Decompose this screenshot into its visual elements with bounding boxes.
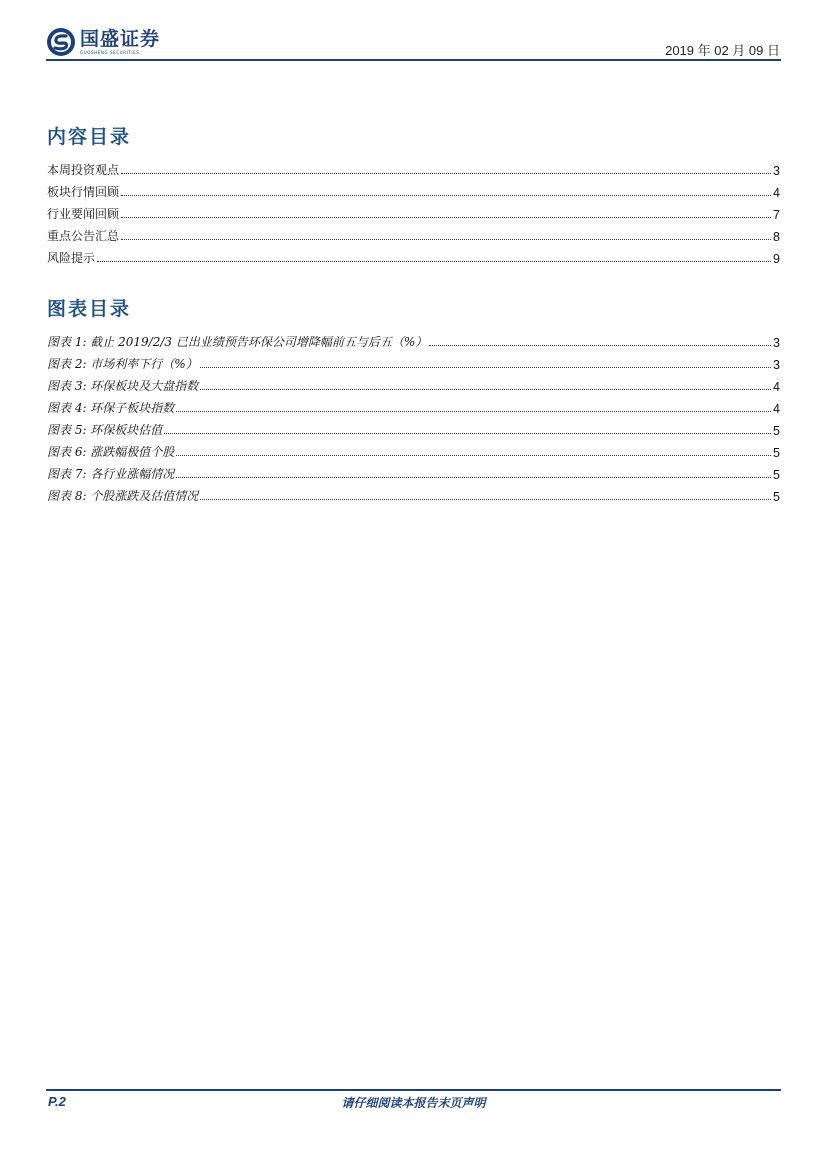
figure-row[interactable] xyxy=(47,482,780,504)
toc-row[interactable] xyxy=(47,200,780,222)
logo-subtitle: GUOSHENG SECURITIES xyxy=(80,50,140,55)
footer-rule xyxy=(46,1089,781,1091)
page-number: P.2 xyxy=(48,1094,66,1109)
figure-page: 3 xyxy=(773,358,780,372)
toc-label: 板块行情回顾 xyxy=(47,185,120,199)
toc-label: 重点公告汇总 xyxy=(47,229,120,243)
figure-page: 3 xyxy=(773,336,780,350)
contents-title: 内容目录 xyxy=(47,126,132,148)
toc-leader xyxy=(121,239,771,240)
toc-row[interactable] xyxy=(47,178,780,200)
report-date: 2019 年 02 月 09 日 xyxy=(665,43,780,58)
figure-page: 5 xyxy=(773,468,780,482)
toc-leader xyxy=(164,433,771,434)
figure-row[interactable] xyxy=(47,460,780,482)
figure-label: 图表 6: 涨跌幅极值个股 xyxy=(47,445,175,459)
disclaimer-note: 请仔细阅读本报告末页声明 xyxy=(341,1096,486,1110)
toc-leader xyxy=(176,455,771,456)
toc-label: 行业要闻回顾 xyxy=(47,207,120,221)
figure-label: 图表 2: 市场利率下行（%） xyxy=(47,357,198,371)
figure-page: 4 xyxy=(773,402,780,416)
figure-page: 4 xyxy=(773,380,780,394)
toc-row[interactable] xyxy=(47,222,780,244)
toc-leader xyxy=(121,195,771,196)
figure-page: 5 xyxy=(773,490,780,504)
toc-leader xyxy=(429,345,771,346)
toc-page: 4 xyxy=(773,186,780,200)
toc-label: 风险提示 xyxy=(47,251,96,265)
figure-page: 5 xyxy=(773,424,780,438)
figure-row[interactable] xyxy=(47,416,780,438)
toc-leader xyxy=(200,367,771,368)
figure-row[interactable] xyxy=(47,394,780,416)
figure-label: 图表 3: 环保板块及大盘指数 xyxy=(47,379,199,393)
logo-name: 国盛证券 xyxy=(80,28,161,50)
toc-page: 8 xyxy=(773,230,780,244)
figures-list xyxy=(47,328,780,504)
toc-row[interactable] xyxy=(47,156,780,178)
figure-label: 图表 1: 截止 2019/2/3 已出业绩预告环保公司增降幅前五与后五（%） xyxy=(47,335,428,349)
toc-page: 3 xyxy=(773,164,780,178)
toc-leader xyxy=(176,477,771,478)
toc-leader xyxy=(200,389,771,390)
company-logo-icon xyxy=(46,27,76,57)
toc-leader xyxy=(121,217,771,218)
toc-row[interactable] xyxy=(47,244,780,266)
figure-label: 图表 8: 个股涨跌及估值情况 xyxy=(47,489,199,503)
toc-leader xyxy=(176,411,771,412)
figures-title: 图表目录 xyxy=(47,298,132,320)
company-logo xyxy=(46,26,160,58)
figure-row[interactable] xyxy=(47,372,780,394)
figure-row[interactable] xyxy=(47,328,780,350)
header-rule xyxy=(46,59,781,61)
contents-list xyxy=(47,156,780,266)
toc-label: 本周投资观点 xyxy=(47,163,120,177)
toc-leader xyxy=(97,261,771,262)
toc-leader xyxy=(121,173,771,174)
toc-page: 7 xyxy=(773,208,780,222)
figure-label: 图表 4: 环保子板块指数 xyxy=(47,401,175,415)
toc-leader xyxy=(200,499,771,500)
figure-label: 图表 5: 环保板块估值 xyxy=(47,423,163,437)
figure-row[interactable] xyxy=(47,350,780,372)
toc-page: 9 xyxy=(773,252,780,266)
figure-label: 图表 7: 各行业涨幅情况 xyxy=(47,467,175,481)
figure-page: 5 xyxy=(773,446,780,460)
figure-row[interactable] xyxy=(47,438,780,460)
